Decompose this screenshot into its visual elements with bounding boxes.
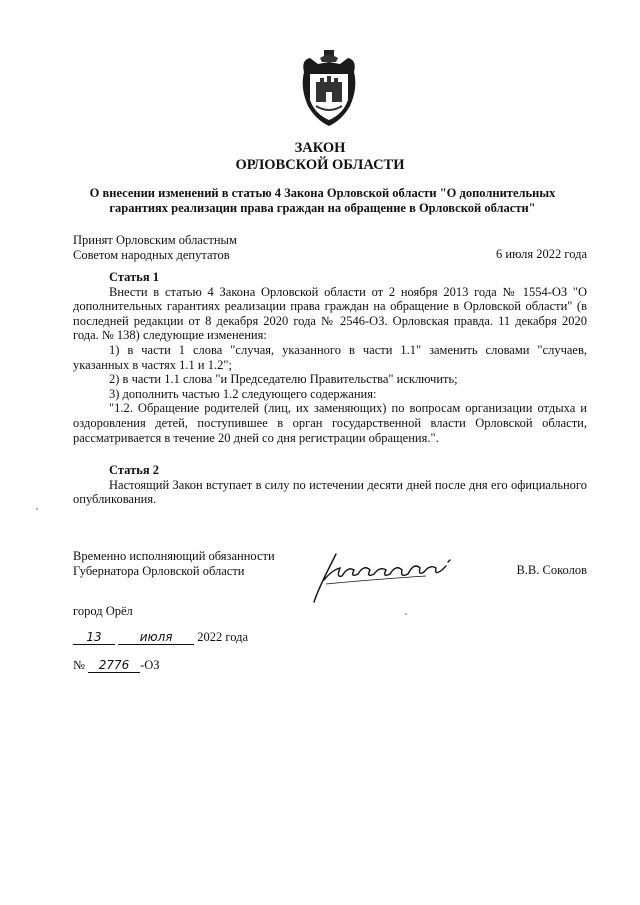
region-title: ОРЛОВСКОЙ ОБЛАСТИ bbox=[235, 157, 405, 173]
signatory-title bbox=[73, 549, 275, 579]
handwritten-signature bbox=[306, 540, 466, 605]
article-1-item-1: 1) в части 1 слова "случая, указанного в части 1.1" заменить словами "случаев, указанных в частях 1.1 и 1.2"; bbox=[73, 342, 587, 372]
signing-month: июля bbox=[118, 631, 194, 645]
adoption-block bbox=[73, 233, 237, 263]
signing-date bbox=[73, 630, 248, 645]
scan-speck bbox=[36, 508, 38, 510]
coat-of-arms-icon bbox=[298, 48, 360, 128]
adoption-line-2: Советом народных депутатов bbox=[73, 248, 230, 262]
city: город Орёл bbox=[73, 604, 133, 618]
article-2-text: Настоящий Закон вступает в силу по истечении десяти дней после дня его официального опубликования. bbox=[73, 477, 587, 507]
scan-speck bbox=[405, 613, 407, 615]
adoption-date: 6 июля 2022 года bbox=[496, 247, 587, 261]
article-1-quote: "1.2. Обращение родителей (лиц, их заменяющих) по вопросам организации отдыха и оздоровления детей, поступившее в орган государственной власти Орловской области, рассматривается в течение 20 дней со дня регистрации обращения.". bbox=[73, 401, 587, 445]
article-2-heading: Статья 2 bbox=[109, 463, 159, 478]
number-suffix: -ОЗ bbox=[140, 658, 160, 672]
article-1-item-2: 2) в части 1.1 слова "и Председателю Правительства" исключить; bbox=[109, 372, 458, 387]
article-1-intro: Внести в статью 4 Закона Орловской области от 2 ноября 2013 года № 1554-ОЗ "О дополнительных гарантиях реализации права граждан на обращение в Орловской области" (в последней редакции от 8 декабря 2020 года № 2546-ОЗ. Орловская правда. 11 декабря 2020 года. № 138) следующие изменения: bbox=[73, 284, 587, 343]
law-number bbox=[73, 658, 160, 673]
adoption-line-1: Принят Орловским областным bbox=[73, 233, 237, 247]
law-title: ЗАКОН bbox=[294, 140, 346, 156]
signatory-name: В.В. Соколов bbox=[516, 563, 587, 577]
article-1-item-3: 3) дополнить частью 1.2 следующего содержания: bbox=[109, 386, 377, 401]
signatory-line-1: Временно исполняющий обязанности bbox=[73, 549, 275, 563]
number-value: 2776 bbox=[88, 659, 140, 673]
signing-day: 13 bbox=[73, 631, 115, 645]
article-1-heading: Статья 1 bbox=[109, 270, 159, 284]
law-subtitle: О внесении изменений в статью 4 Закона Орловской области "О дополнительных гарантиях реализации права граждан на обращение в Орловской области" bbox=[89, 186, 556, 215]
number-prefix: № bbox=[73, 658, 85, 672]
law-body bbox=[73, 270, 587, 507]
signing-year: 2022 года bbox=[197, 630, 248, 644]
signatory-line-2: Губернатора Орловской области bbox=[73, 564, 245, 578]
